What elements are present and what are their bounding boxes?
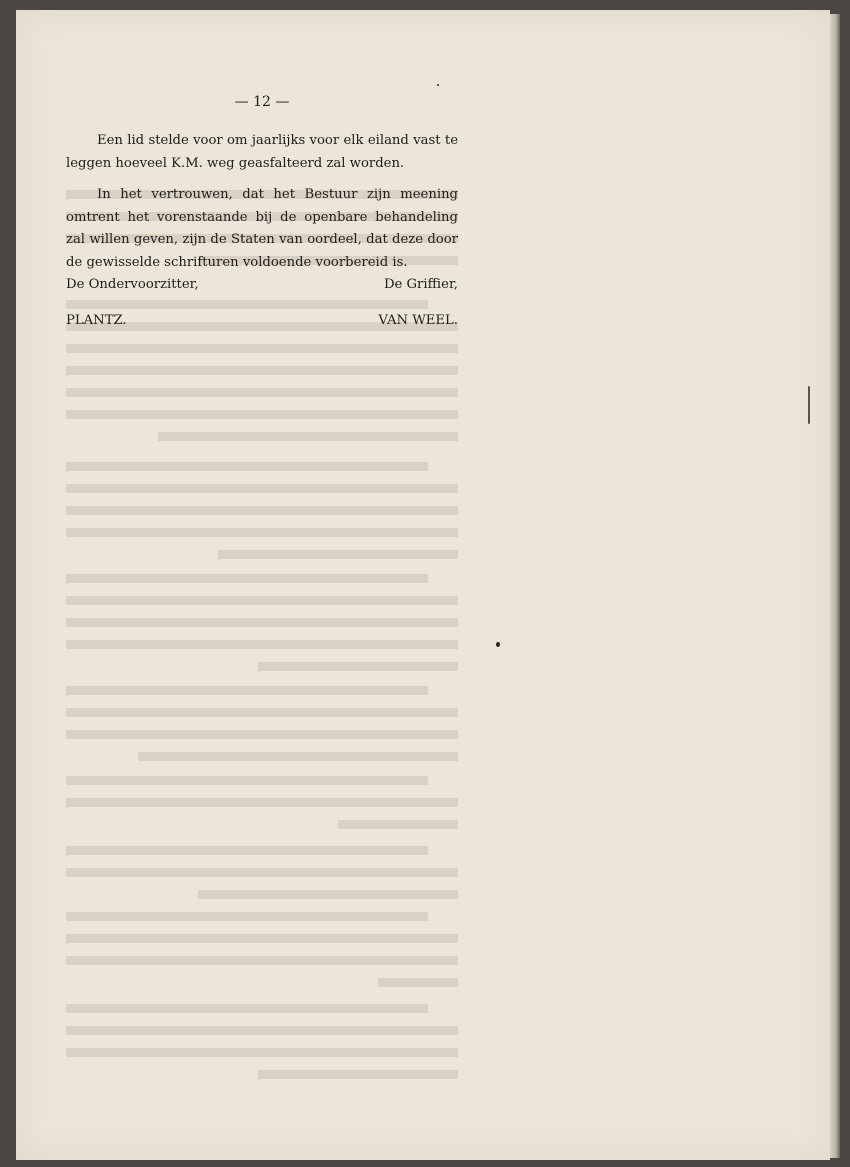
paragraph-1: Een lid stelde voor om jaarlijks voor elk eiland vast te leggen hoeveel K.M. weg geasfalteerd zal worden. xyxy=(66,133,458,171)
paragraph-2: In het vertrouwen, dat het Bestuur zijn meening omtrent het vorenstaande bij de openbare behandeling zal willen geven, zijn de Staten van oordeel, dat deze door de gewisselde schrifturen voldoende voorbereid is. xyxy=(66,187,458,270)
ink-speck xyxy=(437,84,439,86)
clerk-name: VAN WEEL. xyxy=(378,313,458,328)
signature-titles xyxy=(66,274,458,296)
clerk-title: De Griffier, xyxy=(383,277,458,292)
ink-speck xyxy=(496,642,500,647)
page-number: — 12 — xyxy=(234,94,290,110)
vice-chairman-name: PLANTZ. xyxy=(66,313,127,328)
signature-names xyxy=(66,310,458,332)
page-edge-shadow xyxy=(830,14,840,1158)
vice-chairman-title: De Ondervoorzitter, xyxy=(66,277,199,292)
ink-speck xyxy=(808,386,810,424)
